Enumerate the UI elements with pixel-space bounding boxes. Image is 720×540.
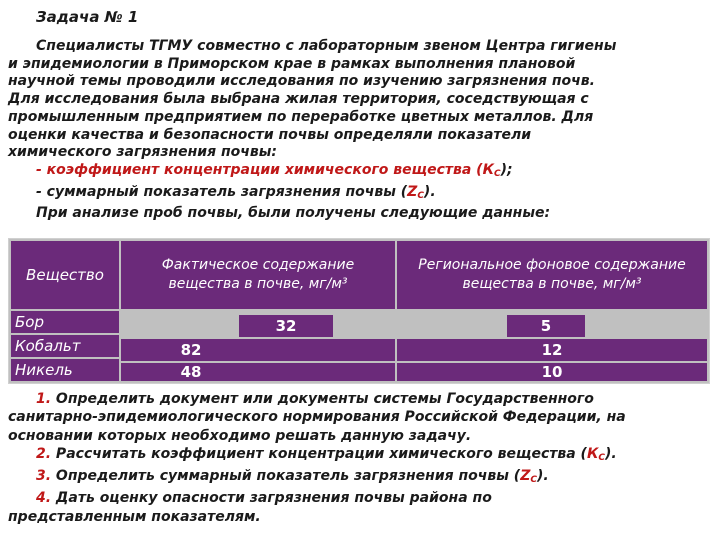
task-1-cont: основании которых необходимо решать данную задачу. <box>8 427 472 444</box>
intro-line: и эпидемиологии в Приморском крае в рамках выполнения плановой <box>8 55 576 72</box>
intro-line: оценки качества и безопасности почвы определяли показатели <box>8 126 532 143</box>
value-nickel-background: 10 <box>397 363 707 381</box>
row-label-bor: Бор <box>11 311 119 333</box>
header-actual: Фактическое содержание вещества в почве, мг/м³ <box>121 241 395 309</box>
bullet-zc: - суммарный показатель загрязнения почвы $(Z_С)$. <box>36 183 436 201</box>
intro-line: Для исследования была выбрана жилая территория, соседствующая с <box>8 91 589 108</box>
task-2: 2. Рассчитать коэффициент концентрации химического вещества $(К_С)$. <box>36 445 617 463</box>
value-bor-actual: 32 <box>239 315 333 337</box>
data-table <box>8 238 710 384</box>
value-nickel-actual: 48 <box>121 363 395 381</box>
header-substance: Вещество <box>11 241 119 309</box>
intro-line: Специалисты ТГМУ совместно с лабораторным звеном Центра гигиены <box>36 38 617 54</box>
header-background: Региональное фоновое содержание вещества в почве, мг/м³ <box>397 241 707 309</box>
intro-line: промышленным предприятием по переработке цветных металлов. Для <box>8 108 594 125</box>
task-1-cont: санитарно-эпидемиологического нормирования Российской Федерации, на <box>8 409 626 426</box>
task-list <box>8 390 714 526</box>
task-1: 1. Определить документ или документы системы Государственного <box>36 391 594 407</box>
intro-line: При анализе проб почвы, были получены следующие данные: <box>36 205 551 222</box>
row-label-nickel: Никель <box>11 359 119 381</box>
task-4: 4. Дать оценку опасности загрязнения почвы района по <box>36 490 492 507</box>
value-cobalt-actual: 82 <box>121 339 395 361</box>
value-bor-background: 5 <box>507 315 585 337</box>
task-4-cont: представленным показателям. <box>8 508 261 525</box>
bullet-kc: - коэффициент концентрации химического вещества $(К_С)$; <box>36 161 513 179</box>
task-3: 3. Определить суммарный показатель загрязнения почвы $(Z_С)$. <box>36 468 549 486</box>
intro-line: научной темы проводили исследования по изучению загрязнения почв. <box>8 73 595 90</box>
value-cobalt-background: 12 <box>397 339 707 361</box>
row-label-cobalt: Кобальт <box>11 335 119 357</box>
intro-line: химического загрязнения почвы: <box>8 144 278 161</box>
task-title: Задача № 1 <box>36 8 139 26</box>
intro-text <box>8 38 712 223</box>
